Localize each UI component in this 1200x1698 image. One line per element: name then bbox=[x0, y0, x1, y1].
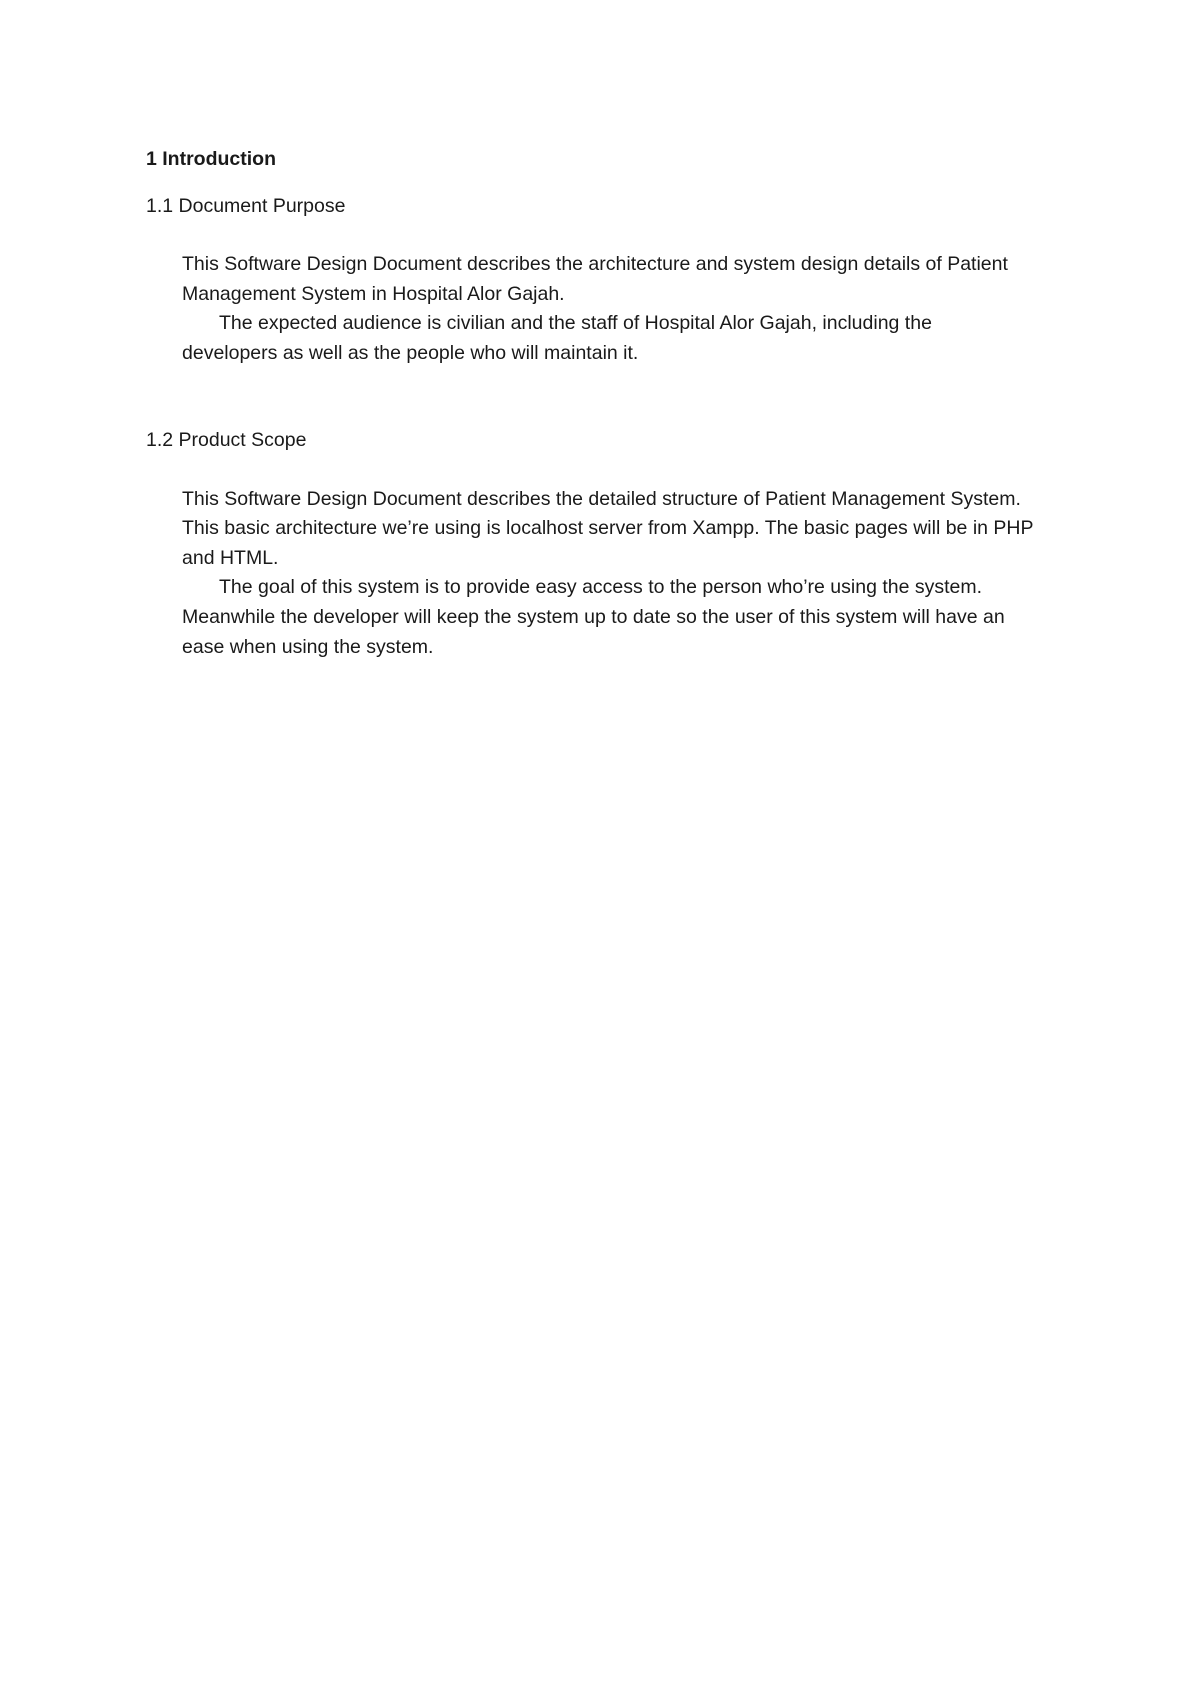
paragraph-line: Management System in Hospital Alor Gajah. bbox=[182, 283, 565, 305]
paragraph-line: and HTML. bbox=[182, 547, 279, 569]
paragraph-line: The expected audience is civilian and the staff of Hospital Alor Gajah, including the bbox=[219, 312, 932, 334]
subsection-heading-document-purpose: 1.1 Document Purpose bbox=[146, 195, 346, 217]
paragraph-line: The goal of this system is to provide easy access to the person who’re using the system. bbox=[219, 576, 983, 598]
paragraph-line: This Software Design Document describes the detailed structure of Patient Management System. bbox=[182, 488, 1021, 510]
paragraph-line: developers as well as the people who will maintain it. bbox=[182, 342, 639, 364]
paragraph-line: ease when using the system. bbox=[182, 636, 434, 658]
section-heading-introduction: 1 Introduction bbox=[146, 148, 276, 170]
paragraph-line: Meanwhile the developer will keep the system up to date so the user of this system will have an bbox=[182, 606, 1005, 628]
paragraph-line: This basic architecture we’re using is localhost server from Xampp. The basic pages will be in PHP bbox=[182, 517, 1034, 539]
subsection-heading-product-scope: 1.2 Product Scope bbox=[146, 429, 307, 451]
paragraph-line: This Software Design Document describes the architecture and system design details of Patient bbox=[182, 253, 1008, 275]
